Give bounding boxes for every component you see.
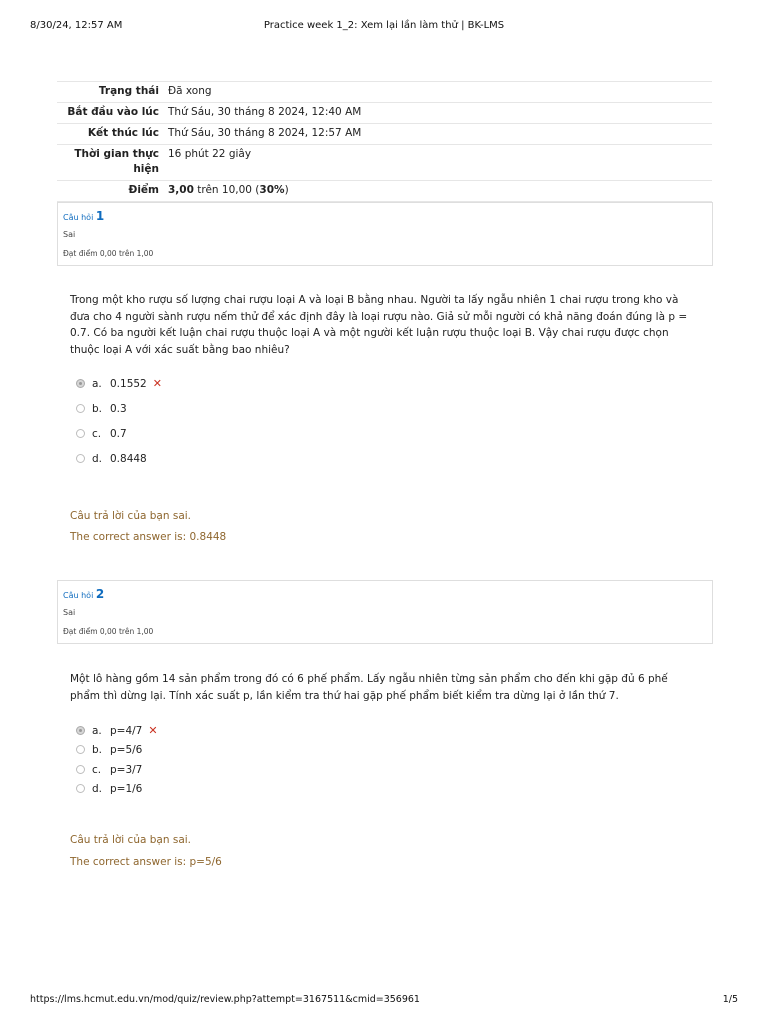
answer-option[interactable] [76, 377, 162, 391]
option-text: p=1/6 [110, 783, 143, 795]
answer-option[interactable] [76, 724, 158, 738]
incorrect-icon: ✕ [148, 724, 158, 737]
answer-option[interactable] [76, 782, 142, 796]
question-state: Sai [63, 230, 76, 239]
summary-value: Đã xong [168, 85, 212, 97]
grade-mid: trên 10,00 ( [193, 184, 260, 196]
option-letter: d. [92, 783, 103, 795]
page-number: 1/5 [722, 994, 738, 1005]
question-prefix: Câu hỏi [63, 591, 96, 600]
feedback-text-1: Câu trả lời của bạn sai. [70, 510, 192, 522]
summary-value: Thứ Sáu, 30 tháng 8 2024, 12:57 AM [168, 127, 362, 139]
option-letter: c. [92, 428, 102, 440]
summary-row-time-taken [57, 145, 712, 181]
grade-percent: 30% [259, 184, 285, 196]
print-footer [30, 994, 738, 1008]
option-text: 0.7 [110, 428, 127, 440]
answer-option[interactable] [76, 402, 127, 416]
question-number-value: 2 [95, 587, 105, 601]
question-grade: Đạt điểm 0,00 trên 1,00 [63, 627, 154, 636]
correct-answer-2: The correct answer is: p=5/6 [70, 856, 222, 868]
answer-option[interactable] [76, 427, 127, 441]
question-number-value: 1 [95, 209, 105, 223]
option-letter: a. [92, 725, 102, 737]
print-timestamp: 8/30/24, 12:57 AM [30, 20, 123, 31]
correct-answer-1: The correct answer is: 0.8448 [70, 531, 227, 543]
summary-row-state [57, 82, 712, 103]
summary-label: Kết thúc lúc [87, 127, 159, 139]
print-page-title: Practice week 1_2: Xem lại lần làm thử | BK-LMS [263, 20, 505, 31]
radio-icon[interactable] [76, 404, 85, 413]
option-letter: b. [92, 403, 103, 415]
question-prefix: Câu hỏi [63, 213, 96, 222]
option-letter: b. [92, 744, 103, 756]
print-header [30, 20, 738, 34]
summary-grade-value [168, 183, 712, 198]
answer-option[interactable] [76, 743, 142, 757]
question-state: Sai [63, 608, 76, 617]
question-info-2 [57, 580, 713, 644]
summary-row-grade [57, 181, 712, 202]
radio-icon[interactable] [76, 745, 85, 754]
page-url: https://lms.hcmut.edu.vn/mod/quiz/review.php?attempt=3167511&cmid=356961 [30, 994, 420, 1005]
radio-icon[interactable] [76, 784, 85, 793]
summary-label: Điểm [128, 184, 159, 196]
question-info-1 [57, 202, 713, 266]
option-text: p=5/6 [110, 744, 143, 756]
feedback-text-2: Câu trả lời của bạn sai. [70, 834, 192, 846]
grade-score: 3,00 [168, 184, 194, 196]
radio-selected-icon[interactable] [76, 726, 85, 735]
option-letter: c. [92, 764, 102, 776]
answer-option[interactable] [76, 452, 147, 466]
question-grade: Đạt điểm 0,00 trên 1,00 [63, 249, 154, 258]
option-text: p=3/7 [110, 764, 143, 776]
summary-label: Bắt đầu vào lúc [67, 106, 159, 118]
summary-label: Thời gian thực hiện [74, 148, 159, 175]
question-text-2: Một lô hàng gồm 14 sản phẩm trong đó có 6 phế phẩm. Lấy ngẫu nhiên từng sản phẩm cho đến khi gặp đủ 6 phế phẩm thì dừng lại. Tính xác suất p, lần kiểm tra thứ hai gặp phế phẩm biết kiểm tra dừng lại ở lần thứ 7. [70, 673, 668, 702]
summary-value: Thứ Sáu, 30 tháng 8 2024, 12:40 AM [168, 106, 362, 118]
summary-row-completed [57, 124, 712, 145]
attempt-summary-table [57, 81, 712, 202]
question-number [63, 587, 104, 601]
option-text: 0.8448 [110, 453, 147, 465]
summary-row-started [57, 103, 712, 124]
option-text: 0.3 [110, 403, 127, 415]
grade-end: ) [284, 184, 289, 196]
summary-label: Trạng thái [98, 85, 159, 97]
question-text-1: Trong một kho rượu số lượng chai rượu loại A và loại B bằng nhau. Người ta lấy ngẫu nhiên 1 chai rượu trong kho và đưa cho 4 người sành rượu nếm thử để xác định đây là loại rượu nào. Giả sử mỗi người có khả năng đoán đúng là p = 0.7. Có ba người kết luận chai rượu thuộc loại A và một người kết luận rượu thuộc loại B. Vậy chai rượu được chọn thuộc loại A với xác suất bằng bao nhiêu? [70, 294, 688, 356]
option-text: 0.1552 [110, 378, 147, 390]
option-letter: a. [92, 378, 102, 390]
radio-icon[interactable] [76, 765, 85, 774]
option-text: p=4/7 [110, 725, 143, 737]
answer-option[interactable] [76, 763, 142, 777]
radio-selected-icon[interactable] [76, 379, 85, 388]
radio-icon[interactable] [76, 429, 85, 438]
radio-icon[interactable] [76, 454, 85, 463]
summary-value: 16 phút 22 giây [168, 148, 252, 160]
incorrect-icon: ✕ [152, 377, 162, 390]
question-number [63, 209, 104, 223]
option-letter: d. [92, 453, 103, 465]
